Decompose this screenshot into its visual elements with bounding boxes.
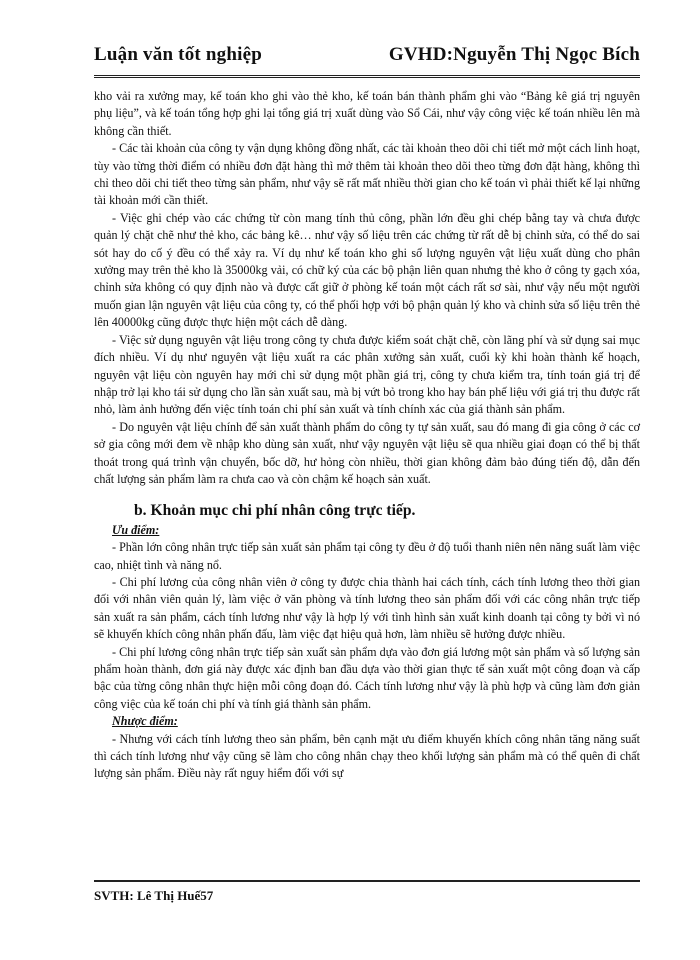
advantages-heading: Ưu điểm: bbox=[112, 522, 160, 537]
section-title: b. Khoản mục chi phí nhân công trực tiếp. bbox=[134, 502, 416, 520]
advantage-paragraph: - Phần lớn công nhân trực tiếp sản xuất sản phẩm tại công ty đều ở độ tuổi thanh niên nên năng suất làm việc cao, nhiệt tình và năng nổ. bbox=[94, 540, 640, 572]
student-name: SVTH: Lê Thị Huế57 bbox=[94, 888, 214, 903]
advantage-paragraph: - Chi phí lương công nhân trực tiếp sản xuất sản phẩm dựa vào đơn giá lương một sản phẩm và số lượng sản phẩm hoàn thành, đơn giá này được xác định ban đầu dựa vào thời gian thực tế sản xuất một công đoạn và cấp bậc của từng công nhân thực hiện mỗi công đoạn đó. Cách tính lương như vậy là phù hợp và cũng làm đơn giản công việc của kế toán chi phí và tính giá thành sản phẩm. bbox=[94, 644, 640, 711]
header-divider bbox=[94, 75, 640, 78]
disadvantage-paragraph: - Nhưng với cách tính lương theo sản phẩm, bên cạnh mặt ưu điểm khuyến khích công nhân tăng năng suất thì cách tính lương như vậy cũng sẽ làm cho công nhân chạy theo khối lượng sản phẩm mà có thể quên đi chất lượng sản phẩm. Điều này rất nguy hiểm đối với sự bbox=[94, 731, 640, 781]
paragraph: kho vải ra xưởng may, kế toán kho ghi vào thẻ kho, kế toán bán thành phẩm ghi vào “Bảng kê giá trị nguyên phụ liệu”, và kế toán tổng hợp ghi lại tổng giá trị xuất dùng vào Sổ Cái, như vậy công việc kế toán nhiều lên mà không cần thiết. bbox=[94, 89, 640, 138]
disadvantages-heading: Nhược điểm: bbox=[112, 714, 178, 729]
thesis-title: Luận văn tốt nghiệp bbox=[94, 44, 262, 65]
paragraph: - Việc sử dụng nguyên vật liệu trong công ty chưa được kiểm soát chặt chẽ, còn lãng phí và sử dụng sai mục đích nhiều. Ví dụ như nguyên vật liệu xuất ra các phân xưởng sản xuất, cuối kỳ khi hoàn thành kế hoạch, nguyên vật liệu còn nguyên hay mới chỉ sử dụng một phần giá trị, công ty chưa kiểm tra, tính toán giá trị để nhập trở lại kho tái sử dụng cho lần sản xuất sau, mà bị vứt bỏ trong kho hay bán phế liệu với giá trị thu được rất nhỏ, làm ảnh hưởng đến việc tính toán chi phí sản xuất và tính chính xác của giá thành sản phẩm. bbox=[94, 332, 640, 417]
footer-divider bbox=[94, 880, 640, 882]
advantage-paragraph: - Chi phí lương của công nhân viên ở công ty được chia thành hai cách tính, cách tính lương theo thời gian đối với nhân viên quản lý, làm việc ở văn phòng và tính lương theo sản phẩm đối với các công nhân trực tiếp sản xuất ra sản phẩm, cách tính lương như vậy là hợp lý với tình hình sản xuất kinh doanh tại công ty bởi vì nó sẽ khuyến khích công nhân phấn đấu, làm việc đạt hiệu quả hơn, làm nhiều sẽ hưởng được nhiều. bbox=[94, 574, 640, 642]
paragraph: - Các tài khoản của công ty vận dụng không đồng nhất, các tài khoản theo dõi chi tiết mở một cách linh hoạt, tùy vào từng thời điểm có nhiều đơn đặt hàng thì mở thêm tài khoản theo dõi theo từng đơn đặt hàng, không thì chỉ theo dõi chi tiết theo từng sản phẩm, như vậy sẽ rất mất nhiều thời gian cho kế toán vì phải thiết kế lại những tài khoản mới cần thiết. bbox=[94, 141, 640, 208]
advisor-name: GVHD:Nguyễn Thị Ngọc Bích bbox=[388, 44, 640, 65]
paragraph: - Do nguyên vật liệu chính để sản xuất thành phẩm do công ty tự sản xuất, sau đó mang đi gia công ở các cơ sở gia công mới đem về nhập kho dùng sản xuất, như vậy nguyên vật liệu sẽ qua nhiều giai đoạn có thể bị thất thoát trong quá trình vận chuyển, bốc dỡ, hư hỏng còn nhiều, thời gian không đảm bảo đúng tiến độ, dẫn đến chất lượng sản phẩm làm ra chưa cao và còn chậm kế hoạch sản xuất. bbox=[94, 419, 640, 486]
page-header bbox=[94, 44, 640, 72]
paragraph: - Việc ghi chép vào các chứng từ còn mang tính thủ công, phần lớn đều ghi chép bằng tay và chưa được quản lý chặt chẽ như thẻ kho, các bảng kê… như vậy số liệu trên các chứng từ rất dễ bị chỉnh sửa, có thể do sai sót hay do cố ý đều có thể xảy ra. Ví dụ như kế toán kho ghi số lượng nguyên vật liệu xuất dùng cho phân xưởng may trên thẻ kho là 35000kg vải, có chữ ký của các bộ phận liên quan nhưng thẻ kho ở công ty gạch xóa, chỉnh sửa không có quy định nào và được cất giữ ở phòng kế toán một cách rất sơ sài, như vậy nếu một người muốn gian lận nguyên vật liệu của công ty, có thể phối hợp với bộ phận quản lý kho và chỉnh sửa số liệu trên thẻ lên 40000kg cũng được thực hiện một cách dễ dàng. bbox=[94, 210, 640, 330]
page-body bbox=[94, 88, 640, 783]
